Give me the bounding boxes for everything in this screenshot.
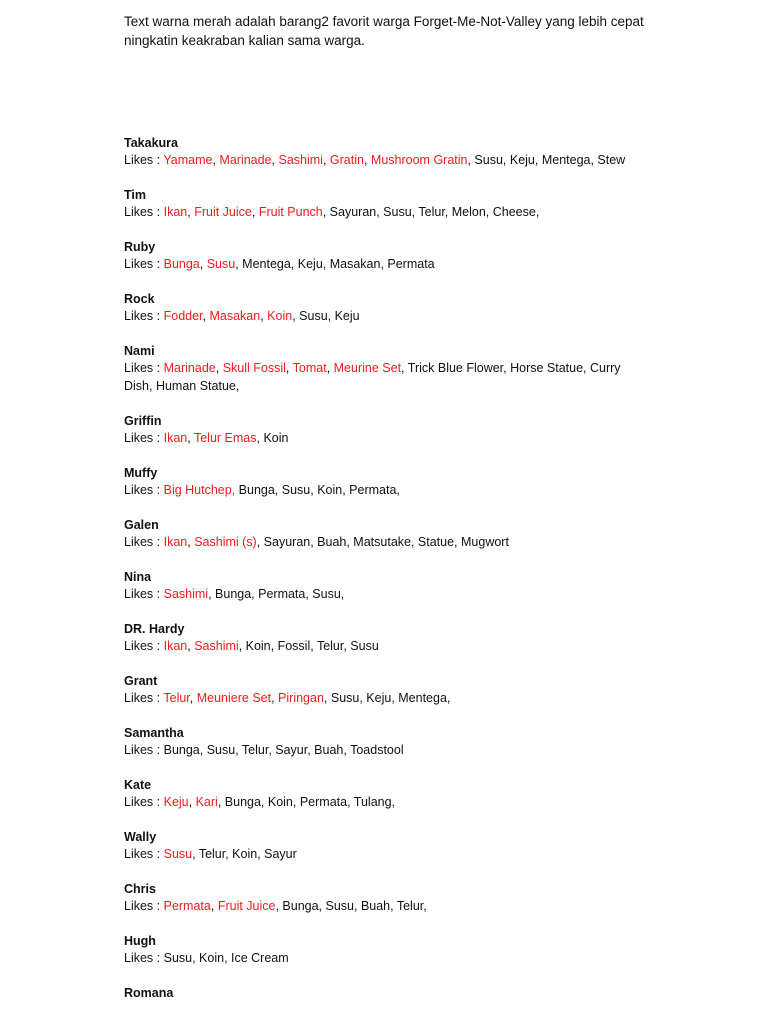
liked-item: , — [322, 153, 330, 167]
villager-name: Tim — [124, 188, 146, 202]
likes-label: Likes : — [124, 430, 164, 445]
villager-likes — [124, 950, 644, 968]
favorite-item: Susu — [163, 846, 193, 861]
villager-entry — [124, 776, 644, 812]
villager-name: Takakura — [124, 136, 178, 150]
villager-entry — [124, 134, 644, 170]
villager-name: Rock — [124, 292, 155, 306]
liked-item: , — [271, 690, 279, 705]
villager-name: Kate — [124, 777, 152, 792]
favorite-item: Keju — [163, 794, 189, 809]
likes-label: Likes : — [124, 205, 164, 219]
villager-likes — [124, 794, 644, 812]
liked-item: , Susu, Keju, Mentega, Stew — [467, 153, 626, 167]
favorite-item: Skull Fossil — [222, 361, 286, 375]
villager-likes — [124, 308, 644, 326]
liked-item: , — [212, 153, 220, 167]
liked-item: , — [215, 361, 223, 375]
liked-item: , Susu, Keju, Mentega, — [323, 690, 451, 705]
liked-item: , — [187, 205, 195, 219]
likes-label: Likes : — [124, 690, 164, 705]
favorite-item: Fruit Juice — [217, 898, 276, 913]
likes-label: Likes : — [124, 898, 164, 913]
liked-item: , Koin — [256, 430, 289, 445]
favorite-item: Big Hutchep, — [163, 482, 236, 497]
villager-likes — [124, 204, 644, 222]
likes-label: Likes : — [124, 153, 164, 167]
favorite-item: Fruit Juice — [194, 205, 252, 219]
likes-label: Likes : — [124, 586, 164, 601]
favorite-item: Ikan — [163, 638, 188, 653]
favorite-item: Telur — [163, 690, 190, 705]
favorite-item: Telur Emas — [193, 430, 257, 445]
liked-item: , — [326, 361, 334, 375]
favorite-item: Koin — [267, 309, 293, 323]
favorite-item: Ikan — [163, 205, 188, 219]
favorite-item: Susu — [206, 257, 236, 271]
liked-item: , — [363, 153, 371, 167]
likes-label: Likes : — [124, 950, 164, 965]
villager-entry — [124, 880, 644, 916]
liked-item: , Mentega, Keju, Masakan, Permata — [235, 257, 435, 271]
villager-likes — [124, 586, 644, 604]
villager-entry — [124, 290, 644, 326]
favorite-item: Marinade — [219, 153, 272, 167]
favorite-item: Sashimi — [194, 638, 239, 653]
liked-item: , — [188, 794, 196, 809]
favorite-item: Yamame — [163, 153, 213, 167]
liked-item: , — [251, 205, 259, 219]
favorite-item: Fodder — [163, 309, 203, 323]
villager-entry — [124, 932, 644, 968]
villager-name: Griffin — [124, 413, 162, 428]
villager-likes — [124, 846, 644, 864]
liked-item: Susu, Koin, Ice Cream — [163, 950, 289, 965]
villager-entry — [124, 828, 644, 864]
favorite-item: Mushroom Gratin — [370, 153, 468, 167]
liked-item: Bunga, Susu, Koin, Permata, — [235, 482, 400, 497]
villager-likes — [124, 690, 644, 708]
favorite-item: Marinade — [163, 361, 216, 375]
likes-label: Likes : — [124, 361, 164, 375]
favorite-item: Meuniere Set — [196, 690, 272, 705]
liked-item: Bunga, Susu, Telur, Sayur, Buah, Toadstool — [163, 742, 404, 757]
likes-label: Likes : — [124, 638, 164, 653]
liked-item: , — [260, 309, 268, 323]
villager-name: Ruby — [124, 240, 156, 254]
liked-item: , Sayuran, Buah, Matsutake, Statue, Mugwort — [256, 534, 509, 549]
villager-name: Grant — [124, 673, 158, 688]
document-page — [124, 12, 644, 1018]
liked-item: , — [285, 361, 293, 375]
favorite-item: Piringan — [278, 690, 324, 705]
liked-item: , Koin, Fossil, Telur, Susu — [238, 638, 379, 653]
liked-item: , Telur, Koin, Sayur — [192, 846, 297, 861]
favorite-item: Ikan — [163, 430, 188, 445]
favorite-item: Gratin — [329, 153, 364, 167]
villager-name: Galen — [124, 517, 159, 532]
liked-item: , — [199, 257, 207, 271]
villager-name: Wally — [124, 829, 157, 844]
villager-entry — [124, 724, 644, 760]
favorite-item: Masakan — [209, 309, 261, 323]
liked-item: , — [271, 153, 279, 167]
likes-label: Likes : — [124, 846, 164, 861]
villager-entry — [124, 186, 644, 222]
villager-name: Hugh — [124, 933, 156, 948]
likes-label: Likes : — [124, 482, 164, 497]
favorite-item: Ikan — [163, 534, 188, 549]
favorite-item: Permata — [163, 898, 211, 913]
intro-paragraph: Text warna merah adalah barang2 favorit warga Forget-Me-Not-Valley yang lebih cepat ningkatin keakraban kalian sama warga. — [124, 14, 644, 48]
likes-label: Likes : — [124, 257, 164, 271]
liked-item: , — [187, 534, 195, 549]
likes-label: Likes : — [124, 742, 164, 757]
favorite-item: Sashimi (s) — [194, 534, 257, 549]
liked-item: , — [187, 638, 195, 653]
villager-entry — [124, 342, 644, 395]
likes-label: Likes : — [124, 309, 164, 323]
villager-entry — [124, 516, 644, 552]
villager-likes — [124, 256, 644, 274]
villager-name: DR. Hardy — [124, 621, 185, 636]
liked-item: , — [210, 898, 218, 913]
liked-item: , Susu, Keju — [292, 309, 360, 323]
villager-entry — [124, 672, 644, 708]
likes-label: Likes : — [124, 534, 164, 549]
villager-entry — [124, 412, 644, 448]
villager-name: Nami — [124, 344, 155, 358]
villager-likes — [124, 360, 644, 395]
favorite-item: Sashimi — [163, 586, 209, 601]
villager-entry — [124, 464, 644, 500]
villager-name: Nina — [124, 569, 152, 584]
favorite-item: Tomat — [292, 361, 327, 375]
villager-entry — [124, 568, 644, 604]
liked-item: , — [189, 690, 197, 705]
favorite-item: Sashimi — [278, 153, 323, 167]
villager-likes — [124, 742, 644, 760]
favorite-item: Bunga — [163, 257, 200, 271]
villager-likes — [124, 898, 644, 916]
liked-item: , — [202, 309, 210, 323]
favorite-item: Kari — [195, 794, 218, 809]
villager-name: Samantha — [124, 725, 184, 740]
villager-name: Muffy — [124, 465, 158, 480]
liked-item: , — [187, 430, 194, 445]
villager-entry — [124, 620, 644, 656]
villager-name: Romana — [124, 985, 174, 1000]
villager-likes — [124, 638, 644, 656]
liked-item: , Bunga, Permata, Susu, — [208, 586, 345, 601]
liked-item: , Bunga, Susu, Buah, Telur, — [275, 898, 427, 913]
villager-likes — [124, 482, 644, 500]
villager-list — [124, 134, 644, 1002]
villager-entry — [124, 984, 644, 1002]
villager-likes — [124, 152, 644, 170]
likes-label: Likes : — [124, 794, 164, 809]
villager-entry — [124, 238, 644, 274]
favorite-item: Meurine Set — [333, 361, 402, 375]
liked-item: , Trick Blue Flower, Horse Statue, Curry Dish, Human Statue, — [124, 361, 621, 393]
liked-item: , Sayuran, Susu, Telur, Melon, Cheese, — [322, 205, 540, 219]
villager-name: Chris — [124, 881, 156, 896]
liked-item: , Bunga, Koin, Permata, Tulang, — [217, 794, 396, 809]
favorite-item: Fruit Punch — [258, 205, 323, 219]
villager-likes — [124, 534, 644, 552]
villager-likes — [124, 430, 644, 448]
